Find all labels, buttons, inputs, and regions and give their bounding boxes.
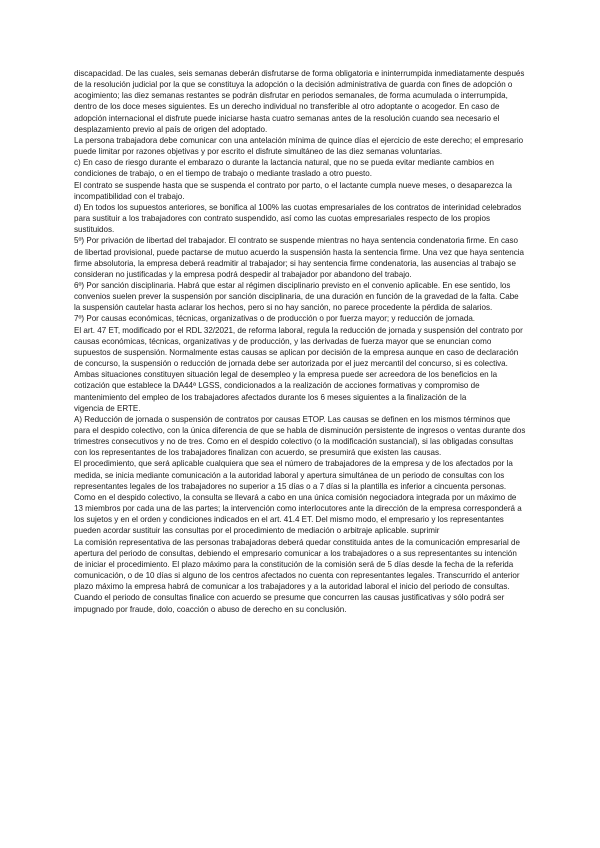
- paragraph-comunicacion: La persona trabajadora debe comunicar con una antelación mínima de quince días el ejercicio de este derecho; el empresario puede limitar por razones objetivas y por escrito el disfrute simultáneo de las diez semanas voluntarias.: [74, 135, 524, 157]
- paragraph-suspension-hasta: El contrato se suspende hasta que se suspenda el contrato por parto, o el lactante cumpla nueve meses, o desaparezca la incompatibilidad con el trabajo.: [74, 180, 512, 201]
- paragraph-riesgo-embarazo: c) En caso de riesgo durante el embarazo o durante la lactancia natural, que no se pueda evitar mediante cambios en condiciones de trabajo, o en el tiempo de trabajo o mediante traslado a otro puesto.: [74, 158, 495, 179]
- paragraph-reduccion-jornada: A) Reducción de jornada o suspensión de contratos por causas ETOP. Las causas se definen en los mismos términos que para el despido colectivo, con la única diferencia de que se habla de disminución persistente de ingresos o ventas durante dos trimestres consecutivos y no de tres. Como en el despido colectivo (o la modificación sustancial), si las obligadas consultas con los representantes de los trabajadores finalizan con acuerdo, se presumirá que existen las causas.: [74, 414, 526, 458]
- paragraph-causas-etop-heading: 7º) Por causas económicas, técnicas, organizativas o de producción o por fuerza mayor; y reducción de jornada.: [74, 314, 476, 324]
- paragraph-comision-representativa: La comisión representativa de las personas trabajadoras deberá quedar constituida antes de la comunicación empresarial de apertura del periodo de consultas, debiendo el empresario comunicar a los trabajadores o a sus representantes su intención de iniciar el procedimiento. El plazo máximo para la constitución de la comisión será de 5 días desde la fecha de la referida comunicación, o de 10 días si alguno de los centros afectados no cuenta con representantes legales. Transcurrido el anterior plazo máximo la empresa habrá de comunicar a los trabajadores y a la autoridad laboral el inicio del periodo de consultas.: [74, 537, 520, 592]
- paragraph-sancion-disciplinaria: 6º) Por sanción disciplinaria. Habrá que estar al régimen disciplinario previsto en el convenio aplicable. En ese sentido, los convenios suelen prever la suspensión por sanción disciplinaria, de una duración en función de la gravedad de la falta. Cabe la suspensión cautelar hasta aclarar los hechos, pero si no hay sanción, no parece procedente la pérdida de salarios.: [74, 280, 519, 313]
- paragraph-art-47: El art. 47 ET, modificado por el RDL 32/2021, de reforma laboral, regula la reducción de jornada y suspensión del contrato por causas económicas, técnicas, organizativas y de producción, y las derivadas de fuerza mayor que se enuncian como supuestos de suspensión. Normalmente estas causas se aplican por decisión de la empresa aunque en caso de declaración de concurso, la suspensión o reducción de jornada debe ser autorizada por el juez mercantil del concurso, si es colectiva. Ambas situaciones constituyen situación legal de desempleo y la empresa puede ser acreedora de los beneficios en la cotización que establece la DA44ª LGSS, condicionados a la realización de acciones formativas y compromiso de mantenimiento del empleo de los trabajadores afectados durante los 6 meses siguientes a la finalización de la: [74, 325, 523, 402]
- paragraph-periodo-consultas: Cuando el periodo de consultas finalice con acuerdo se presume que concurren las causas justificativas y sólo podrá ser impugnado por fraude, dolo, coacción o abuso de derecho en su conclusión.: [74, 593, 505, 614]
- paragraph-adopcion: discapacidad. De las cuales, seis semanas deberán disfrutarse de forma obligatoria e ininterrumpida inmediatamente después de la resolución judicial por la que se constituya la adopción o la decisión administrativa de guarda con fines de adopción o acogimiento; las diez semanas restantes se podrán disfrutar en periodos semanales, de forma acumulada o interrumpida, dentro de los doce meses siguientes. Es un derecho individual no transferible al otro adoptante o acogedor. En caso de adopción internacional el disfrute puede iniciarse hasta cuatro semanas antes de la resolución cuando sea necesario el desplazamiento previo al país de origen del adoptado.: [74, 69, 525, 134]
- paragraph-privacion-libertad: 5º) Por privación de libertad del trabajador. El contrato se suspende mientras no haya sentencia condenatoria firme. En caso de libertad provisional, puede pactarse de mutuo acuerdo la suspensión hasta la sentencia firme. Una vez que haya sentencia firme absolutoria, la empresa deberá readmitir al trabajador; si hay sentencia firme condenatoria, las ausencias al trabajo se consideran no justificadas y la empresa podrá despedir al trabajador por abandono del trabajo.: [74, 236, 525, 279]
- paragraph-vigencia-erte: vigencia de ERTE.: [74, 403, 141, 413]
- paragraph-bonificacion: d) En todos los supuestos anteriores, se bonifica al 100% las cuotas empresariales de los contratos de interinidad celebrados para sustituir a los trabajadores con contrato suspendido, así como las cuotas empresariales respecto de los propios sustituidos.: [74, 202, 522, 235]
- paragraph-procedimiento: El procedimiento, que será aplicable cualquiera que sea el número de trabajadores de la empresa y de los afectados por la medida, se inicia mediante comunicación a la autoridad laboral y apertura simultánea de un periodo de consultas con los representantes legales de los trabajadores no superior a 15 días o a 7 días si la plantilla es inferior a cincuenta personas. Como en el despido colectivo, la consulta se llevará a cabo en una única comisión negociadora integrada por un máximo de 13 miembros por cada una de las partes; la intervención como interlocutores ante la dirección de la empresa corresponderá a los sujetos y en el orden y condiciones indicados en el art. 41.4 ET. Del mismo modo, el empresario y los representantes pueden acordar sustituir las consultas por el procedimiento de mediación o arbitraje aplicable. suprimir: [74, 459, 522, 536]
- document-body: [74, 68, 526, 615]
